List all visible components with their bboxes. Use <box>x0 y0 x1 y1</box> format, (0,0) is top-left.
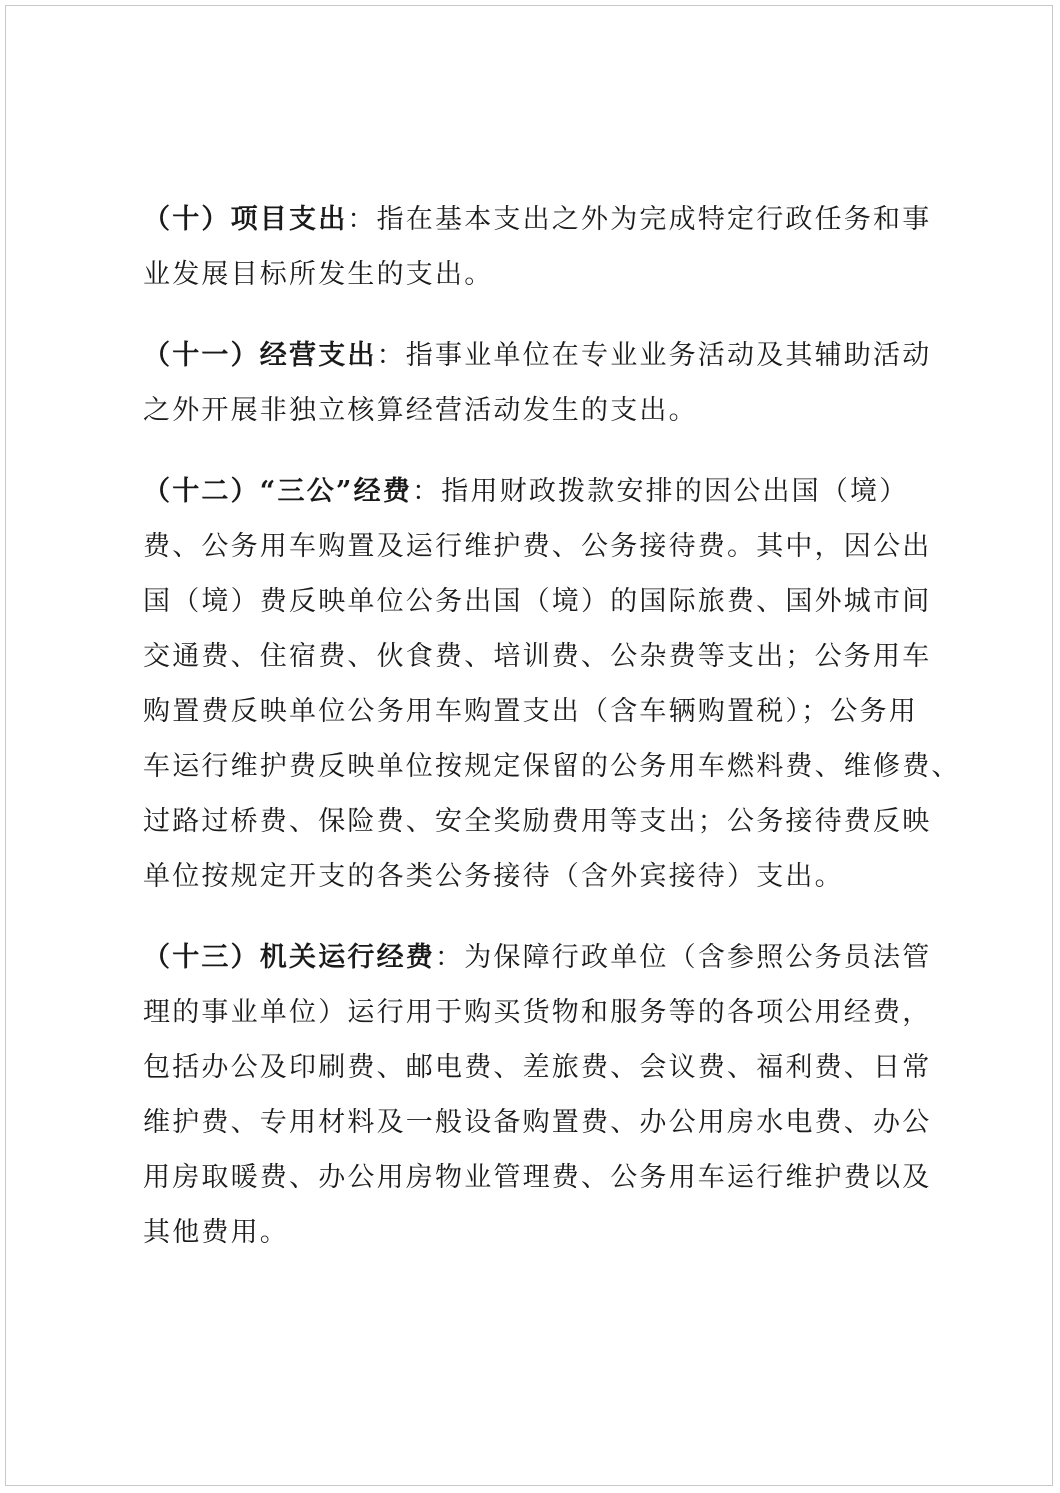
paragraph-agency-operating-funds <box>143 930 963 1260</box>
paragraph-line <box>143 328 963 383</box>
paragraph-project-expenditure <box>143 192 963 302</box>
paragraph-line <box>143 192 963 247</box>
paragraph-line: 国（境）费反映单位公务出国（境）的国际旅费、国外城市间 <box>143 586 932 617</box>
paragraph-three-public-expenses <box>143 464 963 904</box>
term-definition: ：指在基本支出之外为完成特定行政任务和事 <box>347 204 932 235</box>
paragraph-line: 用房取暖费、办公用房物业管理费、公务用车运行维护费以及 <box>143 1162 932 1193</box>
term-label: （十三）机关运行经费 <box>143 942 435 973</box>
term-definition: ：指事业单位在专业业务活动及其辅助活动 <box>376 340 932 371</box>
paragraph-line <box>143 930 963 985</box>
paragraph-line: 业发展目标所发生的支出。 <box>143 259 494 290</box>
paragraph-operating-expenditure <box>143 328 963 438</box>
paragraph-line: 理的事业单位）运行用于购买货物和服务等的各项公用经费， <box>143 997 932 1028</box>
term-definition: ：指用财政拨款安排的因公出国（境） <box>412 476 909 507</box>
paragraph-line <box>143 464 963 519</box>
term-label: （十一）经营支出 <box>143 340 377 371</box>
paragraph-line: 费、公务用车购置及运行维护费、公务接待费。其中，因公出 <box>143 531 932 562</box>
term-label: （十二）“三公”经费 <box>143 476 413 507</box>
paragraph-line: 交通费、住宿费、伙食费、培训费、公杂费等支出；公务用车 <box>143 641 932 672</box>
document-body <box>143 192 963 1260</box>
paragraph-line: 车运行维护费反映单位按规定保留的公务用车燃料费、维修费、 <box>143 751 961 782</box>
term-label: （十）项目支出 <box>143 204 348 235</box>
term-definition: ：为保障行政单位（含参照公务员法管 <box>435 942 932 973</box>
paragraph-line: 购置费反映单位公务用车购置支出（含车辆购置税）；公务用 <box>143 696 918 727</box>
paragraph-line: 单位按规定开支的各类公务接待（含外宾接待）支出。 <box>143 861 844 892</box>
paragraph-line: 维护费、专用材料及一般设备购置费、办公用房水电费、办公 <box>143 1107 932 1138</box>
paragraph-line: 之外开展非独立核算经营活动发生的支出。 <box>143 395 698 426</box>
paragraph-line: 其他费用。 <box>143 1217 289 1248</box>
paragraph-line: 过路过桥费、保险费、安全奖励费用等支出；公务接待费反映 <box>143 806 932 837</box>
paragraph-line: 包括办公及印刷费、邮电费、差旅费、会议费、福利费、日常 <box>143 1052 932 1083</box>
